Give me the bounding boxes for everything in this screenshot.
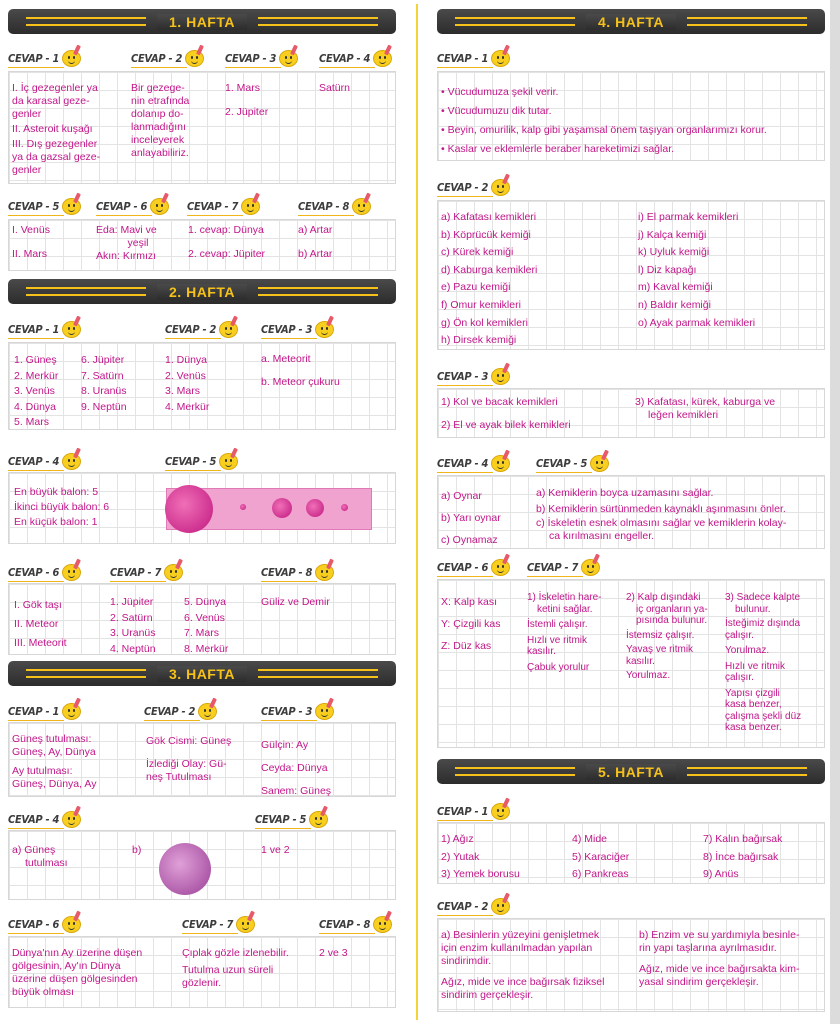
- answer-label: CEVAP - 3: [261, 318, 335, 340]
- answer-4-text: En büyük balon: 5 İkinci büyük balon: 6 En küçük balon: 1: [14, 486, 110, 528]
- answer-label: CEVAP - 2: [165, 318, 239, 340]
- answer-label: CEVAP - 6: [437, 556, 511, 578]
- smiley-icon: [62, 562, 82, 582]
- smiley-icon: [315, 319, 335, 339]
- smiley-icon: [491, 48, 511, 68]
- answer-label: CEVAP - 6: [8, 561, 82, 583]
- week-3-header: [8, 661, 396, 686]
- answer-label: CEVAP - 4: [8, 450, 82, 472]
- answer-label: CEVAP - 4: [319, 47, 393, 69]
- balloon-medium: [272, 498, 292, 518]
- answer-3b: 2. Jüpiter: [225, 106, 269, 118]
- answer-1-col2: 4) Mide 5) Karaciğer 6) Pankreas: [572, 833, 630, 880]
- balloon-large: [165, 485, 213, 533]
- answer-7-col3: 3) Sadece kalpte bulunur. İsteğimiz dışında çalışır. Yorulmaz. Hızlı ve ritmik çalışır. Yapısı çizgili kasa benzer, çalışma şekli düz kasa benzer.: [725, 592, 802, 733]
- week-5-title: 5. HAFTA: [586, 764, 676, 780]
- answer-2-right: i) El parmak kemikleri j) Kalça kemiği k) Uyluk kemiği l) Diz kapağı m) Kaval kemiği n) Baldır kemiği o) Ayak parmak kemikleri: [638, 211, 756, 329]
- answer-6-text: Eda: Mavi ve yeşil Akın: Kırmızı: [96, 224, 157, 262]
- answer-label: CEVAP - 2: [437, 176, 511, 198]
- answer-4-text: a) Oynar b) Yarı oynar c) Oynamaz: [441, 490, 501, 546]
- answer-2c: Ağız, mide ve ince bağırsak fiziksel sindirim gerçekleşir.: [441, 976, 605, 1001]
- smiley-icon: [219, 319, 239, 339]
- answer-label: CEVAP - 7: [187, 195, 261, 217]
- answer-label: CEVAP - 2: [144, 700, 218, 722]
- answer-label: CEVAP - 7: [527, 556, 601, 578]
- week-2-title: 2. HAFTA: [157, 284, 247, 300]
- smiley-icon: [373, 48, 393, 68]
- smiley-icon: [164, 562, 184, 582]
- answer-8-text: Güliz ve Demir: [261, 596, 330, 608]
- smiley-icon: [62, 809, 82, 829]
- answer-3b: b. Meteor çukuru: [261, 376, 340, 388]
- answer-4a: a) Güneş tutulması: [12, 844, 68, 869]
- answer-label: CEVAP - 7: [182, 913, 256, 935]
- answer-label: CEVAP - 6: [8, 913, 82, 935]
- reddish-moon-image: [159, 843, 211, 895]
- answer-1-text: I. İç gezegenler ya da karasal geze- genler II. Asteroit kuşağı III. Dış gezegenler ya da gazsal geze- genler: [12, 82, 101, 176]
- smiley-icon: [62, 451, 82, 471]
- smiley-icon: [491, 366, 511, 386]
- answer-label: CEVAP - 1: [8, 700, 82, 722]
- answer-2-left: a) Kafatası kemikleri b) Köprücük kemiği c) Kürek kemiği d) Kaburga kemikleri e) Pazu kemiği f) Omur kemikleri g) Ön kol kemikleri h) Dirsek kemiği: [441, 211, 538, 347]
- smiley-icon: [62, 48, 82, 68]
- answer-7b: 2. cevap: Jüpiter: [188, 248, 266, 260]
- answer-label: CEVAP - 8: [261, 561, 335, 583]
- week-1-title: 1. HAFTA: [157, 14, 247, 30]
- answer-1-left: 1. Güneş 2. Merkür 3. Venüs 4. Dünya 5. Mars: [14, 354, 59, 428]
- smiley-icon: [236, 914, 256, 934]
- answer-2a: a) Besinlerin yüzeyini genişletmek için enzim kullanılmadan yapılan sindirimdir.: [441, 929, 600, 967]
- answer-6-text: I. Gök taşı II. Meteor III. Meteorit: [14, 599, 67, 649]
- smiley-icon: [62, 319, 82, 339]
- smiley-icon: [185, 48, 205, 68]
- answer-5b: II. Mars: [12, 248, 48, 260]
- answer-8a: a) Artar: [298, 224, 333, 236]
- answer-8-text: 2 ve 3: [319, 947, 348, 959]
- answer-label: CEVAP - 6: [96, 195, 170, 217]
- answer-8b: b) Artar: [298, 248, 333, 260]
- answer-2-text: Bir gezege- nin etrafında dolanıp do- lanmadığını inceleyerek anlayabiliriz.: [131, 82, 190, 159]
- smiley-icon: [491, 801, 511, 821]
- answer-3a: 1) Kol ve bacak kemikleri: [441, 396, 558, 408]
- balloon-small: [341, 504, 348, 511]
- answer-label: CEVAP - 8: [319, 913, 393, 935]
- smiley-icon: [198, 701, 218, 721]
- answer-label: CEVAP - 5: [165, 450, 239, 472]
- answer-label: CEVAP - 2: [131, 47, 205, 69]
- answer-label: CEVAP - 1: [437, 800, 511, 822]
- answer-3-text: Gülçin: Ay Ceyda: Dünya Sanem: Güneş: [261, 739, 332, 797]
- smiley-icon: [150, 196, 170, 216]
- column-divider: [416, 4, 418, 1020]
- week-5-header: [437, 759, 825, 784]
- answer-4-text: Satürn: [319, 82, 350, 94]
- smiley-icon: [491, 453, 511, 473]
- answer-1-col1: 1) Ağız 2) Yutak 3) Yemek borusu: [441, 833, 520, 880]
- answer-3a: 1. Mars: [225, 82, 261, 94]
- answer-label: CEVAP - 1: [437, 47, 511, 69]
- answer-6-text: X: Kalp kası Y: Çizgili kas Z: Düz kas: [441, 596, 501, 652]
- answer-label: CEVAP - 7: [110, 561, 184, 583]
- smiley-icon: [219, 451, 239, 471]
- answer-4b: b): [132, 844, 142, 856]
- answer-2b: b) Enzim ve su yardımıyla besinle- rin yapı taşlarına ayrılmasıdır.: [639, 929, 800, 954]
- answer-7-col1: 1) İskeletin hare- ketini sağlar. İstemli çalışır. Hızlı ve ritmik kasılır. Çabuk yorulur: [527, 592, 602, 673]
- smiley-icon: [491, 557, 511, 577]
- smiley-icon: [581, 557, 601, 577]
- answer-label: CEVAP - 3: [261, 700, 335, 722]
- answer-3c: 3) Kafatası, kürek, kaburga ve leğen kemikleri: [635, 396, 776, 421]
- page-edge: [830, 0, 840, 1024]
- answer-5-text: 1 ve 2: [261, 844, 290, 856]
- answer-1-right: 6. Jüpiter 7. Satürn 8. Uranüs 9. Neptün: [81, 354, 127, 413]
- smiley-icon: [315, 562, 335, 582]
- answer-7-right: 5. Dünya 6. Venüs 7. Mars 8. Merkür: [184, 596, 229, 655]
- answer-label: CEVAP - 5: [255, 808, 329, 830]
- smiley-icon: [491, 177, 511, 197]
- answer-6-text: Dünya'nın Ay üzerine düşen gölgesinin, Ay'ın Dünya üzerine düşen gölgesinden büyük olması: [12, 947, 143, 998]
- answer-label: CEVAP - 3: [225, 47, 299, 69]
- balloon-small: [240, 504, 246, 510]
- answer-7-left: 1. Jüpiter 2. Satürn 3. Uranüs 4. Neptün: [110, 596, 156, 655]
- week-4-title: 4. HAFTA: [586, 14, 676, 30]
- answer-5a: I. Venüs: [12, 224, 50, 236]
- smiley-icon: [62, 914, 82, 934]
- smiley-icon: [62, 196, 82, 216]
- smiley-icon: [315, 701, 335, 721]
- answer-1-text: Güneş tutulması: Güneş, Ay, Dünya Ay tutulması: Güneş, Dünya, Ay: [12, 733, 97, 790]
- answer-7-col2: 2) Kalp dışındaki iç organların ya- pısında bulunur. İstemsiz çalışır. Yavaş ve ritmik kasılır. Yorulmaz.: [626, 592, 708, 681]
- balloon-medium: [306, 499, 324, 517]
- answer-label: CEVAP - 2: [437, 895, 511, 917]
- answer-2d: Ağız, mide ve ince bağırsakta kim- yasal sindirim gerçekleşir.: [639, 963, 800, 988]
- answer-label: CEVAP - 3: [437, 365, 511, 387]
- answer-3a: a. Meteorit: [261, 353, 311, 365]
- answer-5-text: a) Kemiklerin boyca uzamasını sağlar. b) Kemiklerin sürtünmeden kaynaklı aşınmasını önler. c) İskeletin esnek olmasını sağlar ve kemiklerin kolay- ca kırılmasını engeller.: [536, 487, 787, 542]
- smiley-icon: [491, 896, 511, 916]
- smiley-icon: [241, 196, 261, 216]
- smiley-icon: [590, 453, 610, 473]
- answer-2-list: 1. Dünya 2. Venüs 3. Mars 4. Merkür: [165, 354, 210, 413]
- week-1-header: [8, 9, 396, 34]
- answer-label: CEVAP - 8: [298, 195, 372, 217]
- answer-label: CEVAP - 4: [437, 452, 511, 474]
- answer-1-list: • Vücudumuza şekil verir. • Vücudumuzu dik tutar. • Beyin, omurilik, kalp gibi yaşamsal önem taşıyan organlarımızı korur. • Kaslar ve eklemlerle beraber hareketimizi sağlar.: [441, 83, 767, 159]
- answer-3b: 2) El ve ayak bilek kemikleri: [441, 419, 571, 431]
- smiley-icon: [352, 196, 372, 216]
- answer-label: CEVAP - 1: [8, 318, 82, 340]
- smiley-icon: [62, 701, 82, 721]
- answer-label: CEVAP - 1: [8, 47, 82, 69]
- smiley-icon: [309, 809, 329, 829]
- smiley-icon: [373, 914, 393, 934]
- answer-1-col3: 7) Kalın bağırsak 8) İnce bağırsak 9) Anüs: [703, 833, 783, 880]
- answer-7a: 1. cevap: Dünya: [188, 224, 264, 236]
- answer-label: CEVAP - 5: [8, 195, 82, 217]
- smiley-icon: [279, 48, 299, 68]
- answer-7-text: Çıplak gözle izlenebilir. Tutulma uzun süreli gözlenir.: [182, 947, 289, 989]
- answer-2-text: Gök Cismi: Güneş İzlediği Olay: Gü- neş Tutulması: [146, 735, 232, 783]
- week-2-header: [8, 279, 396, 304]
- week-4-header: [437, 9, 825, 34]
- week-3-title: 3. HAFTA: [157, 666, 247, 682]
- answer-label: CEVAP - 5: [536, 452, 610, 474]
- answer-label: CEVAP - 4: [8, 808, 82, 830]
